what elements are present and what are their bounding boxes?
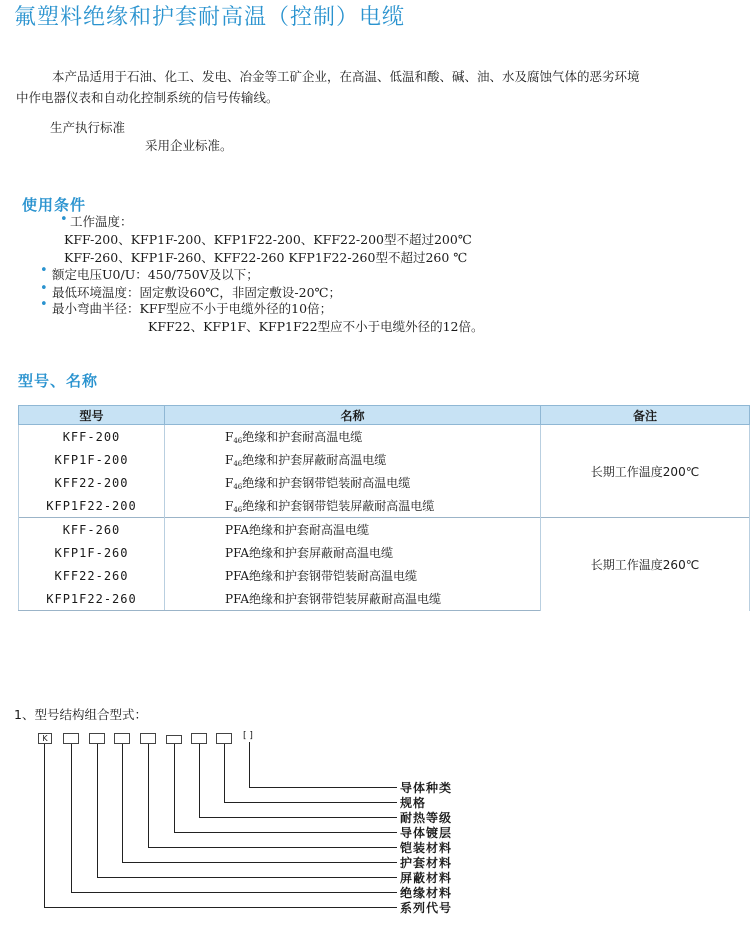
leader-line [71,892,397,893]
intro-line-2: 中作电器仪表和自动化控制系统的信号传输线。 [16,90,279,105]
name-cell: PFA绝缘和护套耐高温电缆 [165,518,541,542]
name-cell: $F_{46}$绝缘和护套耐高温电缆 [165,425,541,449]
rated-voltage: 额定电压U0/U：450/750V及以下； [52,267,259,282]
leader-line [44,744,45,907]
model-cell: KFF22-260 [19,564,165,587]
bullet-icon: • [40,297,48,312]
leader-line [174,744,175,832]
leader-line [44,907,397,908]
leader-line [97,744,98,877]
model-cell: KFP1F22-260 [19,587,165,611]
column-header-model: 型号 [19,406,165,425]
page-title: 氟塑料绝缘和护套耐高温（控制）电缆 [14,5,406,30]
leader-line [148,847,397,848]
label-sheath-material: 护套材料 [400,856,453,870]
label-armour-material: 铠装材料 [400,841,453,855]
sheath-box [114,733,130,744]
label-conductor-plating: 导体镀层 [400,826,453,840]
model-cell: KFF-200 [19,425,165,449]
leader-line [224,744,225,802]
table-header-row [19,406,750,425]
conductor-type-bracket: [ ] [243,731,253,741]
leader-line [148,744,149,847]
name-cell: PFA绝缘和护套屏蔽耐高温电缆 [165,541,541,564]
standard-value: 采用企业标准。 [145,138,233,153]
leader-line [174,832,397,833]
leader-line [249,742,250,787]
table-row [19,425,750,449]
heat-grade-box [191,733,207,744]
name-cell: $F_{46}$绝缘和护套屏蔽耐高温电缆 [165,448,541,471]
series-code-box: K [38,733,52,744]
model-cell: KFP1F22-200 [19,494,165,518]
label-specification: 规格 [400,796,427,810]
model-cell: KFF22-200 [19,471,165,494]
model-cell: KFP1F-260 [19,541,165,564]
leader-line [249,787,397,788]
working-temperature-label: 工作温度： [70,214,133,229]
shield-box [89,733,105,744]
conditions-heading: 使用条件 [22,196,87,214]
working-temperature-260: KFF-260、KFP1F-260、KFF22-260 KFP1F22-260型不超过260 ℃ [64,250,468,265]
name-cell: PFA绝缘和护套钢带铠装耐高温电缆 [165,564,541,587]
models-heading: 型号、名称 [18,372,99,390]
bullet-icon: • [40,263,48,278]
armour-box [140,733,156,744]
spec-box [216,733,232,744]
label-heat-grade: 耐热等级 [400,811,453,825]
leader-line [71,744,72,892]
bullet-icon: • [40,281,48,296]
standard-label: 生产执行标准 [50,120,126,135]
plating-box [166,735,182,744]
model-table [18,405,750,611]
note-cell-200: 长期工作温度200℃ [541,425,750,518]
name-cell: $F_{46}$绝缘和护套钢带铠装耐高温电缆 [165,471,541,494]
name-cell: $F_{46}$绝缘和护套钢带铠装屏蔽耐高温电缆 [165,494,541,518]
label-insulation-material: 绝缘材料 [400,886,453,900]
leader-line [224,802,397,803]
leader-line [97,877,397,878]
label-conductor-type: 导体种类 [400,781,453,795]
column-header-name: 名称 [165,406,541,425]
structure-heading: 1、型号结构组合型式： [14,707,147,722]
label-shield-material: 屏蔽材料 [400,871,453,885]
model-cell: KFF-260 [19,518,165,542]
working-temperature-200: KFF-200、KFP1F-200、KFP1F22-200、KFF22-200型不超过200℃ [64,232,472,247]
insulation-box [63,733,79,744]
leader-line [199,817,397,818]
column-header-note: 备注 [541,406,750,425]
leader-line [199,744,200,817]
leader-line [122,744,123,862]
min-bending-radius-2: KFF22、KFP1F、KFP1F22型应不小于电缆外径的12倍。 [148,319,484,334]
label-series-code: 系列代号 [400,901,453,915]
name-cell: PFA绝缘和护套钢带铠装屏蔽耐高温电缆 [165,587,541,611]
note-cell-260: 长期工作温度260℃ [541,518,750,611]
model-cell: KFP1F-200 [19,448,165,471]
min-bending-radius: 最小弯曲半径：KFF型应不小于电缆外径的10倍； [52,301,333,316]
table-row [19,518,750,542]
min-ambient-temperature: 最低环境温度：固定敷设60℃，非固定敷设-20℃； [52,285,342,300]
intro-line-1: 本产品适用于石油、化工、发电、冶金等工矿企业，在高温、低温和酸、碱、油、水及腐蚀气体的恶劣环境 [52,69,640,84]
bullet-icon: • [60,212,68,227]
leader-line [122,862,397,863]
